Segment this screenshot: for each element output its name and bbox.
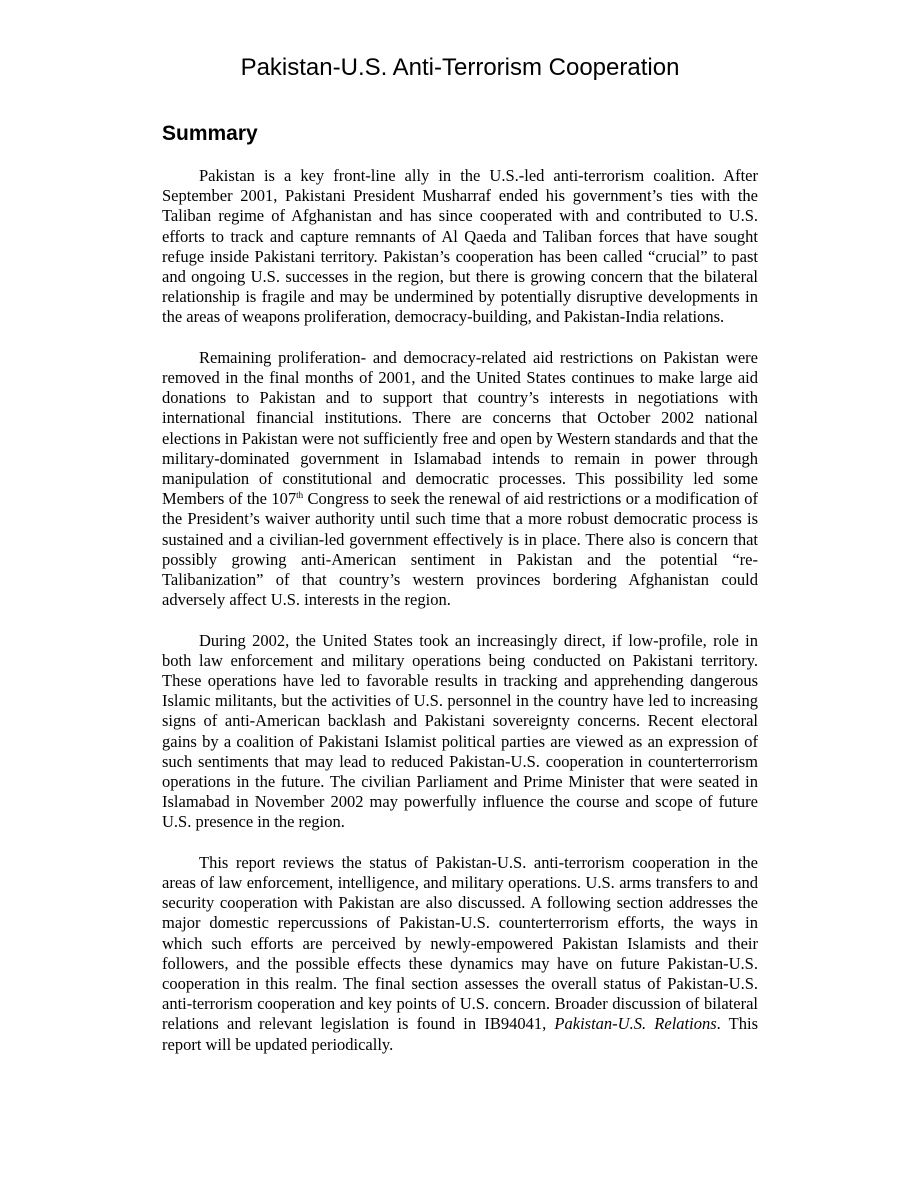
page-title: Pakistan-U.S. Anti-Terrorism Cooperation [240,54,680,81]
paragraph-3: During 2002, the United States took an increasingly direct, if low-profile, role in both law enforcement and military operations being conducted on Pakistani territory. These operations have led to favorable results in tracking and apprehending dangerous Islamic militants, but the activities of U.S. personnel in the country have led to increasing signs of anti-American backlash and Pakistani sovereignty concerns. Recent electoral gains by a coalition of Pakistani Islamist political parties are viewed as an expression of such sentiments that may lead to reduced Pakistan-U.S. cooperation in counterterrorism operations in the future. The civilian Parliament and Prime Minister that were seated in Islamabad in November 2002 may powerfully influence the course and scope of future U.S. presence in the region. [162,630,758,832]
section-heading-summary: Summary [162,122,258,145]
summary-body [162,166,758,1055]
paragraph-2 [162,348,758,611]
paragraph-2-text-a: Remaining proliferation- and democracy-related aid restrictions on Pakistan were removed in the final months of 2001, and the United States continues to make large aid donations to Pakistan and to support that country’s interests in negotiations with international financial institutions. There are concerns that October 2002 national elections in Pakistan were not sufficiently free and open by Western standards and that the military-dominated government in Islamabad intends to remain in power through manipulation of constitutional and democratic processes. This possibility led some Members of the 107 [162,347,758,509]
paragraph-1: Pakistan is a key front-line ally in the U.S.-led anti-terrorism coalition. After September 2001, Pakistani President Musharraf ended his government’s ties with the Taliban regime of Afghanistan and has since cooperated with and contributed to U.S. efforts to track and capture remnants of Al Qaeda and Taliban forces that have sought refuge inside Pakistani territory. Pakistan’s cooperation has been called “crucial” to past and ongoing U.S. successes in the region, but there is growing concern that the bilateral relationship is fragile and may be undermined by potentially disruptive developments in the areas of weapons proliferation, democracy-building, and Pakistan-India relations. [162,166,758,327]
report-title-reference: Pakistan-U.S. Relations [554,1014,717,1034]
paragraph-4-text-a: This report reviews the status of Pakistan-U.S. anti-terrorism cooperation in the areas of law enforcement, intelligence, and military operations. U.S. arms transfers to and security cooperation with Pakistan are also discussed. A following section addresses the major domestic repercussions of Pakistan-U.S. counterterrorism efforts, the ways in which such efforts are perceived by newly-empowered Pakistan Islamists and their followers, and the possible effects these dynamics may have on future Pakistan-U.S. cooperation in this realm. The final section assesses the overall status of Pakistan-U.S. anti-terrorism cooperation and key points of U.S. concern. Broader discussion of bilateral relations and relevant legislation is found in IB94041, [162,852,758,1034]
paragraph-2-text-b: Congress to seek the renewal of aid restrictions or a modification of the President’s waiver authority until such time that a more robust democratic process is sustained and a civilian-led government effectively is in place. There also is concern that possibly growing anti-American sentiment in Pakistan and the potential “re-Talibanization” of that country’s western provinces bordering Afghanistan could adversely affect U.S. interests in the region. [162,489,758,610]
ordinal-superscript: th [296,490,304,501]
paragraph-4 [162,853,758,1055]
paragraph-4-text-b: . This report will be updated periodically. [162,1014,758,1054]
